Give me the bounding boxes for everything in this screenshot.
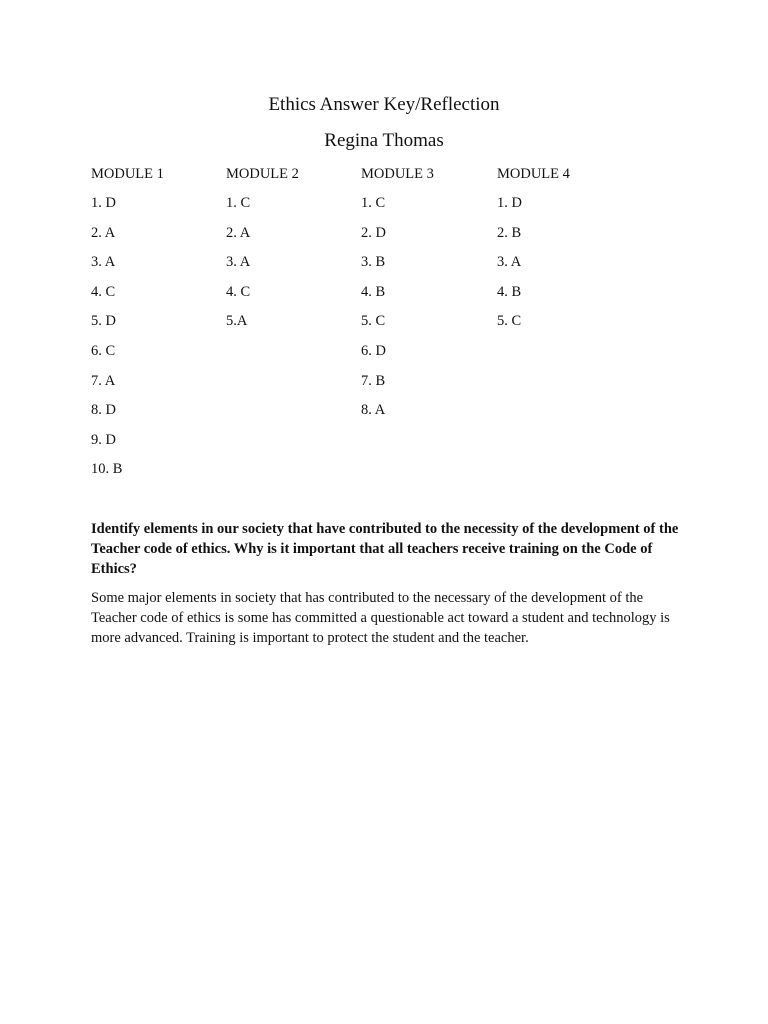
module-4-answer: 5. C [497,313,522,330]
module-1-answer: 1. D [91,195,116,211]
module-1-answer: 4. C [91,283,116,300]
author-name: Regina Thomas [324,130,444,151]
module-3-header: MODULE 3 [361,166,434,182]
module-1-answer: 3. A [91,254,116,271]
module-4-answer: 4. B [497,283,522,300]
module-4-answer: 3. A [497,254,522,271]
module-1-answer: 7. A [91,372,116,389]
module-1-header: MODULE 1 [91,166,164,182]
reflection-question: Identify elements in our society that have contributed to the necessity of the development of the Teacher code of ethics. Why is it important that all teachers receive training on the Code of Ethics? [91,521,679,577]
reflection-response: Some major elements in society that has contributed to the necessary of the development of the Teacher code of ethics is some has committed a questionable act toward a student and technology is more advanced. Training is important to protect the student and the teacher. [91,590,670,646]
module-2-column [226,164,356,330]
module-3-answer: 3. B [361,254,386,271]
module-3-answer: 7. B [361,372,386,389]
module-4-answer: 1. D [497,195,522,211]
module-4-answer: 2. B [497,224,522,241]
module-3-answer: 6. D [361,343,386,359]
module-1-answer: 10. B [91,461,123,478]
module-1-answer: 5. D [91,313,116,330]
module-2-answer: 4. C [226,283,251,300]
module-2-answer: 5.A [226,313,248,330]
module-2-answer: 1. C [226,195,251,211]
module-3-answer: 8. A [361,402,386,419]
module-1-answer: 8. D [91,402,116,419]
module-3-answer: 2. D [361,224,386,241]
module-3-column [361,164,491,419]
module-4-column [497,164,627,330]
module-4-header: MODULE 4 [497,166,570,182]
answer-key-table [91,164,691,494]
module-1-answer: 2. A [91,224,116,241]
document-title: Ethics Answer Key/Reflection [268,94,500,115]
module-1-answer: 6. C [91,343,116,359]
module-1-column [91,164,221,478]
module-3-answer: 4. B [361,283,386,300]
module-2-header: MODULE 2 [226,166,299,182]
module-3-answer: 5. C [361,313,386,330]
module-1-answer: 9. D [91,431,116,448]
module-3-answer: 1. C [361,195,386,211]
module-2-answer: 2. A [226,224,251,241]
module-2-answer: 3. A [226,254,251,271]
